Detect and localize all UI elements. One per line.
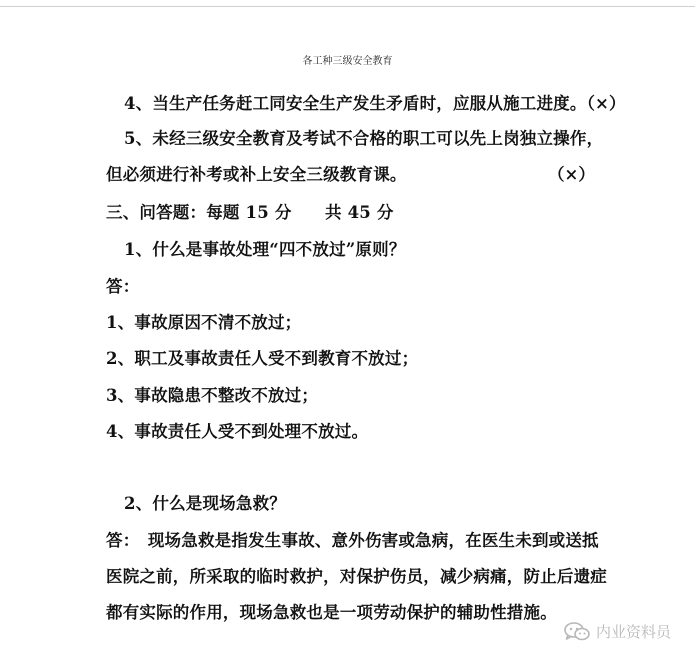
question-1-point: 1、事故原因不清不放过；: [106, 313, 302, 332]
watermark: [564, 621, 671, 642]
question-1-point: 4、事故责任人受不到处理不放过。: [106, 422, 369, 441]
watermark-text: 内业资料员: [595, 623, 671, 641]
question-2-answer-line-2: 医院之前，所采取的临时救护，对保护伤员，减少病痛，防止后遗症: [106, 567, 607, 586]
true-false-item-4: 4、当生产任务赶工同安全生产发生矛盾时，应服从施工进度。（×）: [124, 94, 626, 113]
question-1-answer-label: 答：: [106, 277, 140, 296]
question-1-point: 2、职工及事故责任人受不到教育不放过；: [106, 349, 419, 368]
question-1-point: 3、事故隐患不整改不放过；: [106, 386, 319, 405]
top-border: [0, 6, 695, 7]
page-header: 各工种三级安全教育: [302, 56, 393, 67]
true-false-item-5-mark: （×）: [548, 165, 595, 184]
true-false-item-5-line-1: 5、未经三级安全教育及考试不合格的职工可以先上岗独立操作，: [124, 129, 604, 148]
wechat-icon: [564, 622, 590, 642]
question-2-answer-line-3: 都有实际的作用，现场急救也是一项劳动保护的辅助性措施。: [106, 603, 557, 622]
question-1: 1、什么是事故处理“四不放过”原则？: [124, 240, 406, 259]
true-false-item-5-line-2: 但必须进行补考或补上安全三级教育课。: [106, 165, 407, 184]
section-3-heading: 三、问答题：每题 15 分 共 45 分: [106, 203, 394, 222]
question-2: 2、什么是现场急救？: [124, 494, 286, 513]
question-2-answer-line-1: 答： 现场急救是指发生事故、意外伤害或急病，在医生未到或送抵: [106, 531, 599, 550]
